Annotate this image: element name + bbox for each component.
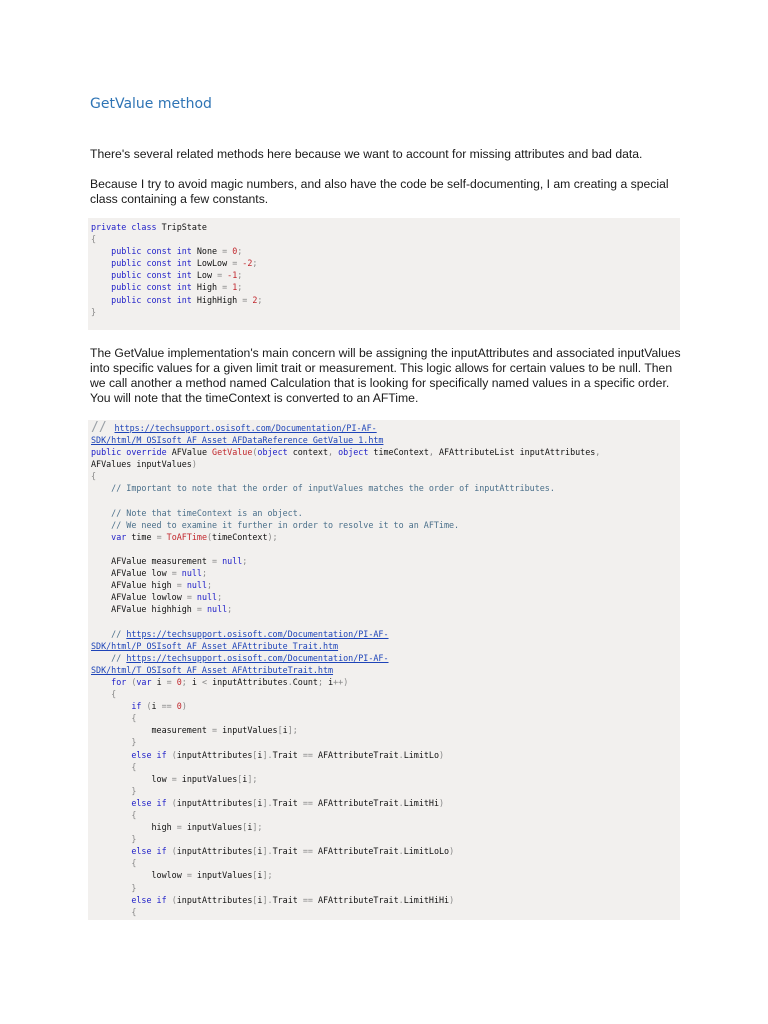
comment-slashes: //	[91, 420, 115, 435]
code-text	[91, 677, 111, 687]
code-text	[91, 295, 111, 305]
code-punctuation: {	[131, 906, 137, 917]
code-text	[91, 532, 111, 542]
code-punctuation: [	[252, 846, 258, 857]
code-punctuation: ==	[302, 797, 318, 808]
code-punctuation: ].	[262, 846, 273, 857]
code-text	[91, 810, 131, 820]
code-line	[91, 724, 600, 736]
code-punctuation: (	[171, 846, 177, 857]
code-text	[91, 762, 131, 772]
code-line	[91, 579, 600, 591]
code-line	[91, 519, 600, 531]
code-punctuation: ==	[302, 894, 318, 905]
code-punctuation: }	[131, 737, 137, 748]
code-text: measurement	[91, 725, 213, 736]
code-text: inputAttributes	[176, 846, 253, 857]
code-punctuation: .	[398, 797, 404, 808]
paragraph-magic-numbers: Because I try to avoid magic numbers, and also have the code be self-documenting, I am creating a special class containing a few constants.	[90, 177, 669, 206]
code-line	[91, 294, 262, 306]
code-comment: // Note that timeContext is an object.	[111, 507, 303, 518]
code-punctuation: ;	[242, 556, 248, 567]
code-text: AFAttributeList inputAttributes	[438, 447, 596, 458]
code-punctuation: ==	[302, 749, 318, 760]
code-text: inputValues	[181, 773, 238, 784]
code-text	[91, 483, 111, 493]
code-keyword: public const int	[111, 282, 197, 293]
code-member: -1	[227, 270, 238, 281]
code-punctuation: ++)	[333, 676, 349, 687]
code-text: low	[91, 773, 172, 784]
code-keyword: else if	[131, 797, 172, 808]
code-punctuation: =	[171, 773, 182, 784]
code-member: ToAFTime	[166, 531, 207, 542]
code-punctuation: ];	[262, 870, 273, 881]
code-punctuation: {	[131, 810, 137, 820]
code-line	[91, 257, 262, 269]
code-text	[91, 653, 111, 663]
code-line	[91, 446, 600, 458]
documentation-link[interactable]: https://techsupport.osisoft.com/Documentation/PI-AF-	[126, 652, 389, 663]
code-line	[91, 749, 600, 761]
code-line	[91, 652, 600, 664]
code-punctuation: }	[131, 882, 137, 893]
code-text: LowLow	[196, 258, 233, 269]
code-text: AFValue	[171, 447, 213, 458]
code-text: AFValue high	[91, 580, 177, 591]
code-line	[91, 591, 600, 603]
code-punctuation: ,	[595, 447, 601, 458]
code-member: 0	[176, 701, 182, 712]
code-punctuation: [	[252, 749, 258, 760]
code-punctuation: ;	[237, 270, 243, 281]
code-punctuation: (	[207, 531, 213, 542]
code-keyword: public const int	[111, 294, 197, 305]
code-text: AFValue low	[91, 568, 172, 579]
code-text: i	[328, 676, 334, 687]
code-text: High	[196, 282, 223, 293]
code-keyword: null	[222, 556, 243, 567]
code-punctuation: ].	[262, 749, 273, 760]
code-line	[91, 736, 600, 748]
code-keyword: if	[131, 701, 147, 712]
code-punctuation: =	[222, 282, 233, 293]
code-text	[91, 846, 131, 856]
code-punctuation: =	[217, 270, 228, 281]
code-keyword: object	[338, 447, 374, 458]
code-punctuation: =	[186, 592, 197, 603]
paragraph-related-methods: There's several related methods here because we want to account for missing attributes and bad data.	[90, 147, 643, 161]
code-text: i	[257, 870, 263, 881]
section-heading: GetValue method	[90, 96, 212, 112]
code-punctuation: (	[131, 676, 137, 687]
code-text: i	[151, 701, 162, 712]
code-punctuation: {	[131, 713, 137, 724]
code-text: timeContext	[212, 531, 268, 542]
code-comment: //	[111, 652, 127, 663]
code-block-tripstate	[88, 218, 680, 330]
code-punctuation: {	[131, 858, 137, 869]
code-text: inputValues	[186, 822, 243, 833]
code-text: i	[257, 894, 263, 905]
code-text: AFAttributeTrait	[317, 749, 399, 760]
code-text: Low	[196, 270, 218, 281]
code-text	[91, 246, 111, 256]
code-keyword: for	[111, 676, 132, 687]
code-punctuation: (	[171, 894, 177, 905]
code-punctuation: {	[91, 471, 97, 482]
code-punctuation: .	[398, 894, 404, 905]
code-line	[91, 712, 600, 724]
code-text	[91, 282, 111, 292]
code-text	[91, 895, 131, 905]
code-punctuation: ];	[247, 773, 258, 784]
documentation-link[interactable]: SDK/html/T_OSIsoft_AF_Asset_AFAttributeTrait.htm	[91, 664, 334, 675]
documentation-link[interactable]: SDK/html/M_OSIsoft_AF_Asset_AFDataReference_GetValue_1.htm	[91, 435, 384, 446]
code-punctuation: =	[166, 676, 177, 687]
code-punctuation: (	[171, 797, 177, 808]
code-keyword: public const int	[111, 258, 197, 269]
code-line	[91, 482, 600, 494]
code-punctuation: ,	[428, 447, 439, 458]
code-keyword: else if	[131, 894, 172, 905]
code-text	[91, 907, 131, 917]
code-line	[91, 773, 600, 785]
code-keyword: null	[181, 568, 202, 579]
code-punctuation: ;	[201, 568, 207, 579]
code-punctuation: <	[201, 676, 213, 687]
code-text	[91, 798, 131, 808]
code-text: high	[91, 822, 177, 833]
code-text: AFValues inputValues	[91, 459, 192, 470]
code-text: inputAttributes	[176, 749, 253, 760]
code-line	[91, 269, 262, 281]
code-punctuation: =	[196, 604, 207, 615]
code-line	[91, 785, 600, 797]
code-text: context	[292, 447, 329, 458]
code-member: -2	[242, 258, 253, 269]
code-text: AFAttributeTrait	[317, 846, 399, 857]
code-text: i	[156, 676, 167, 687]
code-punctuation: =	[186, 870, 197, 881]
code-comment: //	[111, 628, 127, 639]
code-line	[91, 470, 600, 482]
code-line	[91, 676, 600, 688]
code-punctuation: =	[176, 580, 187, 591]
code-text	[91, 786, 131, 796]
code-punctuation: =	[232, 258, 243, 269]
code-punctuation: ;	[317, 676, 329, 687]
code-text: inputValues	[222, 725, 278, 736]
code-member: 2	[252, 294, 258, 305]
code-punctuation: ;	[206, 580, 213, 591]
code-punctuation: [	[242, 822, 248, 833]
code-text: i	[191, 676, 202, 687]
code-punctuation: (	[146, 701, 152, 712]
code-block-getvalue	[88, 420, 680, 920]
code-text	[91, 750, 131, 760]
code-text: AFValue lowlow	[91, 592, 187, 603]
code-line	[91, 906, 600, 918]
code-line	[91, 640, 600, 652]
code-text	[91, 689, 111, 699]
code-line	[91, 688, 600, 700]
code-punctuation: ;	[257, 294, 263, 305]
code-punctuation: ].	[262, 797, 273, 808]
code-punctuation: ;	[237, 282, 243, 293]
code-text: TripState	[161, 222, 207, 232]
code-text	[91, 858, 131, 868]
code-text	[91, 508, 111, 518]
code-punctuation: (	[252, 447, 258, 458]
code-punctuation: .	[287, 676, 293, 687]
code-punctuation: )	[439, 749, 445, 760]
code-line	[91, 567, 600, 579]
code-punctuation: ;	[181, 676, 192, 687]
code-text	[91, 258, 111, 268]
code-punctuation: }	[131, 834, 137, 845]
code-punctuation: }	[131, 785, 137, 796]
code-text: i	[257, 846, 263, 857]
code-punctuation: =	[156, 531, 167, 542]
code-line	[91, 221, 262, 233]
code-punctuation: )	[439, 797, 445, 808]
code-punctuation: [	[252, 894, 258, 905]
code-punctuation: [	[252, 870, 258, 881]
code-text: time	[131, 531, 157, 542]
code-text: AFValue measurement	[91, 556, 213, 567]
code-line	[91, 245, 262, 257]
code-punctuation: =	[212, 725, 223, 736]
code-line	[91, 797, 600, 809]
code-keyword: else if	[131, 749, 172, 760]
code-text: LimitLoLo	[403, 846, 450, 857]
code-punctuation: ;	[237, 246, 243, 257]
code-line	[91, 761, 600, 773]
code-member: 1	[232, 282, 238, 293]
code-keyword: private class	[91, 222, 162, 232]
code-punctuation: ;	[252, 258, 258, 269]
code-punctuation: .	[398, 846, 404, 857]
code-keyword: var	[111, 531, 132, 542]
code-text: i	[257, 749, 263, 760]
code-punctuation: )	[449, 894, 455, 905]
code-line	[91, 894, 600, 906]
code-member: GetValue	[212, 447, 253, 458]
code-keyword: public const int	[111, 270, 197, 281]
code-lines	[91, 422, 600, 918]
code-punctuation: (	[171, 749, 177, 760]
code-text: AFAttributeTrait	[317, 797, 399, 808]
code-punctuation: ;	[227, 604, 233, 615]
code-text: HighHigh	[196, 294, 243, 305]
code-keyword: var	[136, 676, 157, 687]
code-punctuation: .	[398, 749, 404, 760]
code-punctuation: {	[91, 234, 97, 245]
code-keyword: null	[196, 592, 218, 603]
code-line	[91, 809, 600, 821]
code-punctuation: ,	[328, 447, 339, 458]
code-keyword: public override	[91, 447, 172, 458]
documentation-link[interactable]: https://techsupport.osisoft.com/Documentation/PI-AF-	[126, 628, 389, 639]
code-text: i	[282, 725, 288, 736]
code-keyword: else if	[131, 846, 172, 857]
code-punctuation: =	[176, 822, 187, 833]
code-line	[91, 833, 600, 845]
code-text: LimitHi	[403, 797, 439, 808]
code-line	[91, 495, 600, 507]
code-punctuation: ;	[217, 592, 223, 603]
code-text: inputAttributes	[176, 894, 253, 905]
code-line	[91, 664, 600, 676]
code-line	[91, 306, 262, 318]
code-line	[91, 233, 262, 245]
code-text	[91, 270, 111, 280]
code-text: LimitLo	[403, 749, 439, 760]
code-text	[91, 629, 111, 639]
code-punctuation: )	[191, 459, 197, 470]
code-line	[91, 281, 262, 293]
code-text: Trait	[272, 749, 303, 760]
code-line	[91, 422, 600, 434]
code-text: Trait	[272, 846, 303, 857]
code-text: Count	[292, 676, 318, 687]
paragraph-getvalue-implementation: The GetValue implementation's main concern will be assigning the inputAttributes and associated inputValues into specific values for a given limit trait or measurement. This logic allows for certain values to be null. Then we call another a method named Calculation that is looking for specifically named values in a specific order. You will note that the timeContext is converted to an AFTime.	[90, 346, 681, 405]
code-punctuation: {	[111, 689, 117, 700]
code-text: LimitHiHi	[403, 894, 450, 905]
code-punctuation: ==	[302, 846, 318, 857]
code-line	[91, 845, 600, 857]
code-line	[91, 700, 600, 712]
code-line	[91, 507, 600, 519]
code-text: i	[247, 822, 253, 833]
code-keyword: null	[186, 580, 207, 591]
code-punctuation: }	[91, 306, 97, 317]
code-punctuation: =	[222, 246, 233, 257]
code-text: i	[257, 797, 263, 808]
code-punctuation: ];	[287, 725, 298, 736]
code-line	[91, 531, 600, 543]
code-line	[91, 869, 600, 881]
code-punctuation: =	[171, 568, 182, 579]
code-text	[91, 701, 131, 711]
code-punctuation: =	[212, 556, 223, 567]
code-text: inputAttributes	[212, 676, 288, 687]
code-punctuation: ].	[262, 894, 273, 905]
code-lines	[91, 221, 262, 318]
code-text: lowlow	[91, 870, 187, 881]
code-punctuation: {	[131, 761, 137, 772]
code-line	[91, 434, 600, 446]
code-punctuation: )	[449, 846, 455, 857]
code-line	[91, 458, 600, 470]
code-text	[91, 883, 131, 893]
code-line	[91, 821, 600, 833]
code-text	[91, 520, 111, 530]
code-punctuation: );	[267, 531, 278, 542]
code-line	[91, 857, 600, 869]
code-punctuation: ];	[252, 822, 263, 833]
code-punctuation: [	[237, 773, 243, 784]
code-line	[91, 628, 600, 640]
code-text: i	[242, 773, 248, 784]
code-text: None	[196, 246, 223, 257]
code-keyword: public const int	[111, 246, 197, 257]
code-text	[91, 834, 131, 844]
code-text: AFAttributeTrait	[317, 894, 399, 905]
code-member: 0	[232, 246, 238, 257]
code-text: Trait	[272, 894, 303, 905]
code-keyword: object	[257, 447, 293, 458]
code-member: 0	[176, 676, 182, 687]
code-text: inputAttributes	[176, 797, 253, 808]
code-punctuation: [	[277, 725, 283, 736]
code-punctuation: =	[242, 294, 253, 305]
code-text: AFValue highhigh	[91, 604, 197, 615]
code-text: timeContext	[373, 447, 429, 458]
code-comment: // We need to examine it further in order to resolve it to an AFTime.	[111, 519, 460, 530]
code-punctuation: ==	[161, 701, 177, 712]
code-comment: // Important to note that the order of inputValues matches the order of inputAttributes.	[111, 483, 555, 494]
code-line	[91, 603, 600, 615]
code-line	[91, 882, 600, 894]
documentation-link[interactable]: https://techsupport.osisoft.com/Documentation/PI-AF-	[114, 423, 377, 433]
code-line	[91, 543, 600, 555]
code-text	[91, 713, 131, 723]
code-text	[91, 737, 131, 747]
code-keyword: null	[206, 604, 228, 615]
code-punctuation: [	[252, 797, 258, 808]
code-line	[91, 616, 600, 628]
code-text: Trait	[272, 797, 303, 808]
documentation-link[interactable]: SDK/html/P_OSIsoft_AF_Asset_AFAttribute_Trait.htm	[91, 640, 339, 651]
code-punctuation: )	[181, 701, 187, 712]
code-line	[91, 555, 600, 567]
code-text: inputValues	[196, 870, 253, 881]
